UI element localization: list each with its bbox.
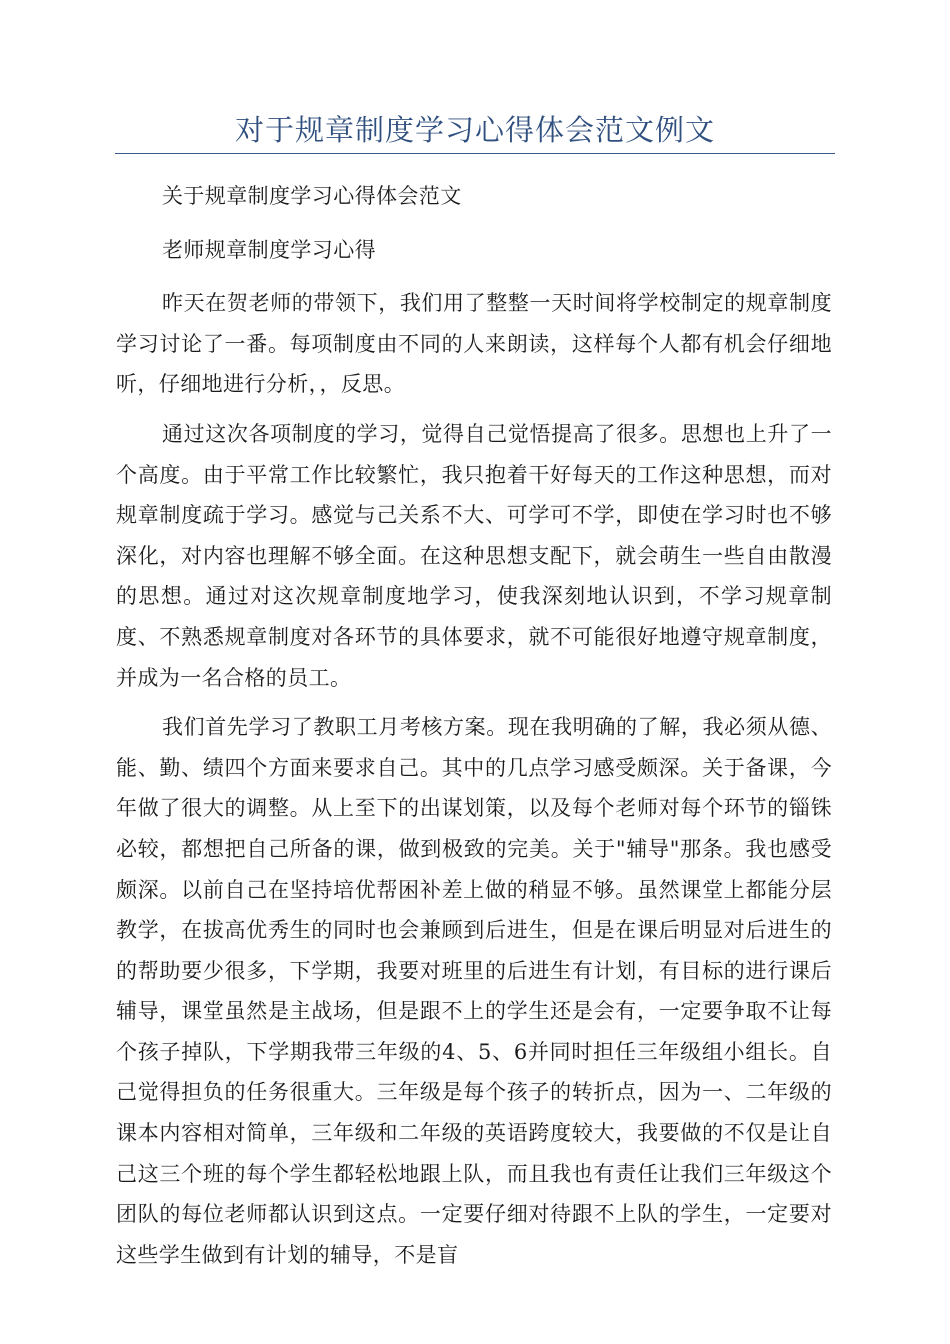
paragraph-body: 昨天在贺老师的带领下，我们用了整整一天时间将学校制定的规章制度学习讨论了一番。每项制度由不同的人来朗读，这样每个人都有机会仔细地听，仔细地进行分析，，反思。	[116, 291, 832, 397]
paragraph-body: 我们首先学习了教职工月考核方案。现在我明确的了解，我必须从德、能、勤、绩四个方面来要求自己。其中的几点学习感受颇深。关于备课，今年做了很大的调整。从上至下的出谋划策，以及每个老师对每个环节的锱铢必较，都想把自己所备的课，做到极致的完美。关于"辅导"那条。我也感受颇深。以前自己在坚持培优帮困补差上做的稍显不够。虽然课堂上都能分层教学，在拔高优秀生的同时也会兼顾到后进生，但是在课后明显对后进生的的帮助要少很多，下学期，我要对班里的后进生有计划，有目标的进行课后辅导，课堂虽然是主战场，但是跟不上的学生还是会有，一定要争取不让每个孩子掉队，下学期我带三年级的4、5、6并同时担任三年级组小组长。自己觉得担负的任务很重大。三年级是每个孩子的转折点，因为一、二年级的课本内容相对简单，三年级和二年级的英语跨度较大，我要做的不仅是让自己这三个班的每个学生都轻松地跟上队，而且我也有责任让我们三年级这个团队的每位老师都认识到这点。一定要仔细对待跟不上队的学生，一定要对这些学生做到有计划的辅导，不是盲	[116, 715, 832, 1267]
title-divider	[115, 153, 835, 154]
paragraph-section-heading: 老师规章制度学习心得	[162, 237, 376, 262]
document-title: 对于规章制度学习心得体会范文例文	[234, 113, 715, 147]
paragraph-subtitle: 关于规章制度学习心得体会范文	[162, 184, 462, 208]
document-body	[116, 176, 832, 1284]
paragraph-body: 通过这次各项制度的学习，觉得自己觉悟提高了很多。思想也上升了一个高度。由于平常工作比较繁忙，我只抱着干好每天的工作这种思想，而对规章制度疏于学习。感觉与己关系不大、可学可不学，即使在学习时也不够深化，对内容也理解不够全面。在这种思想支配下，就会萌生一些自由散漫的思想。通过对这次规章制度地学习，使我深刻地认识到，不学习规章制度、不熟悉规章制度对各环节的具体要求，就不可能很好地遵守规章制度，并成为一名合格的员工。	[116, 421, 832, 690]
